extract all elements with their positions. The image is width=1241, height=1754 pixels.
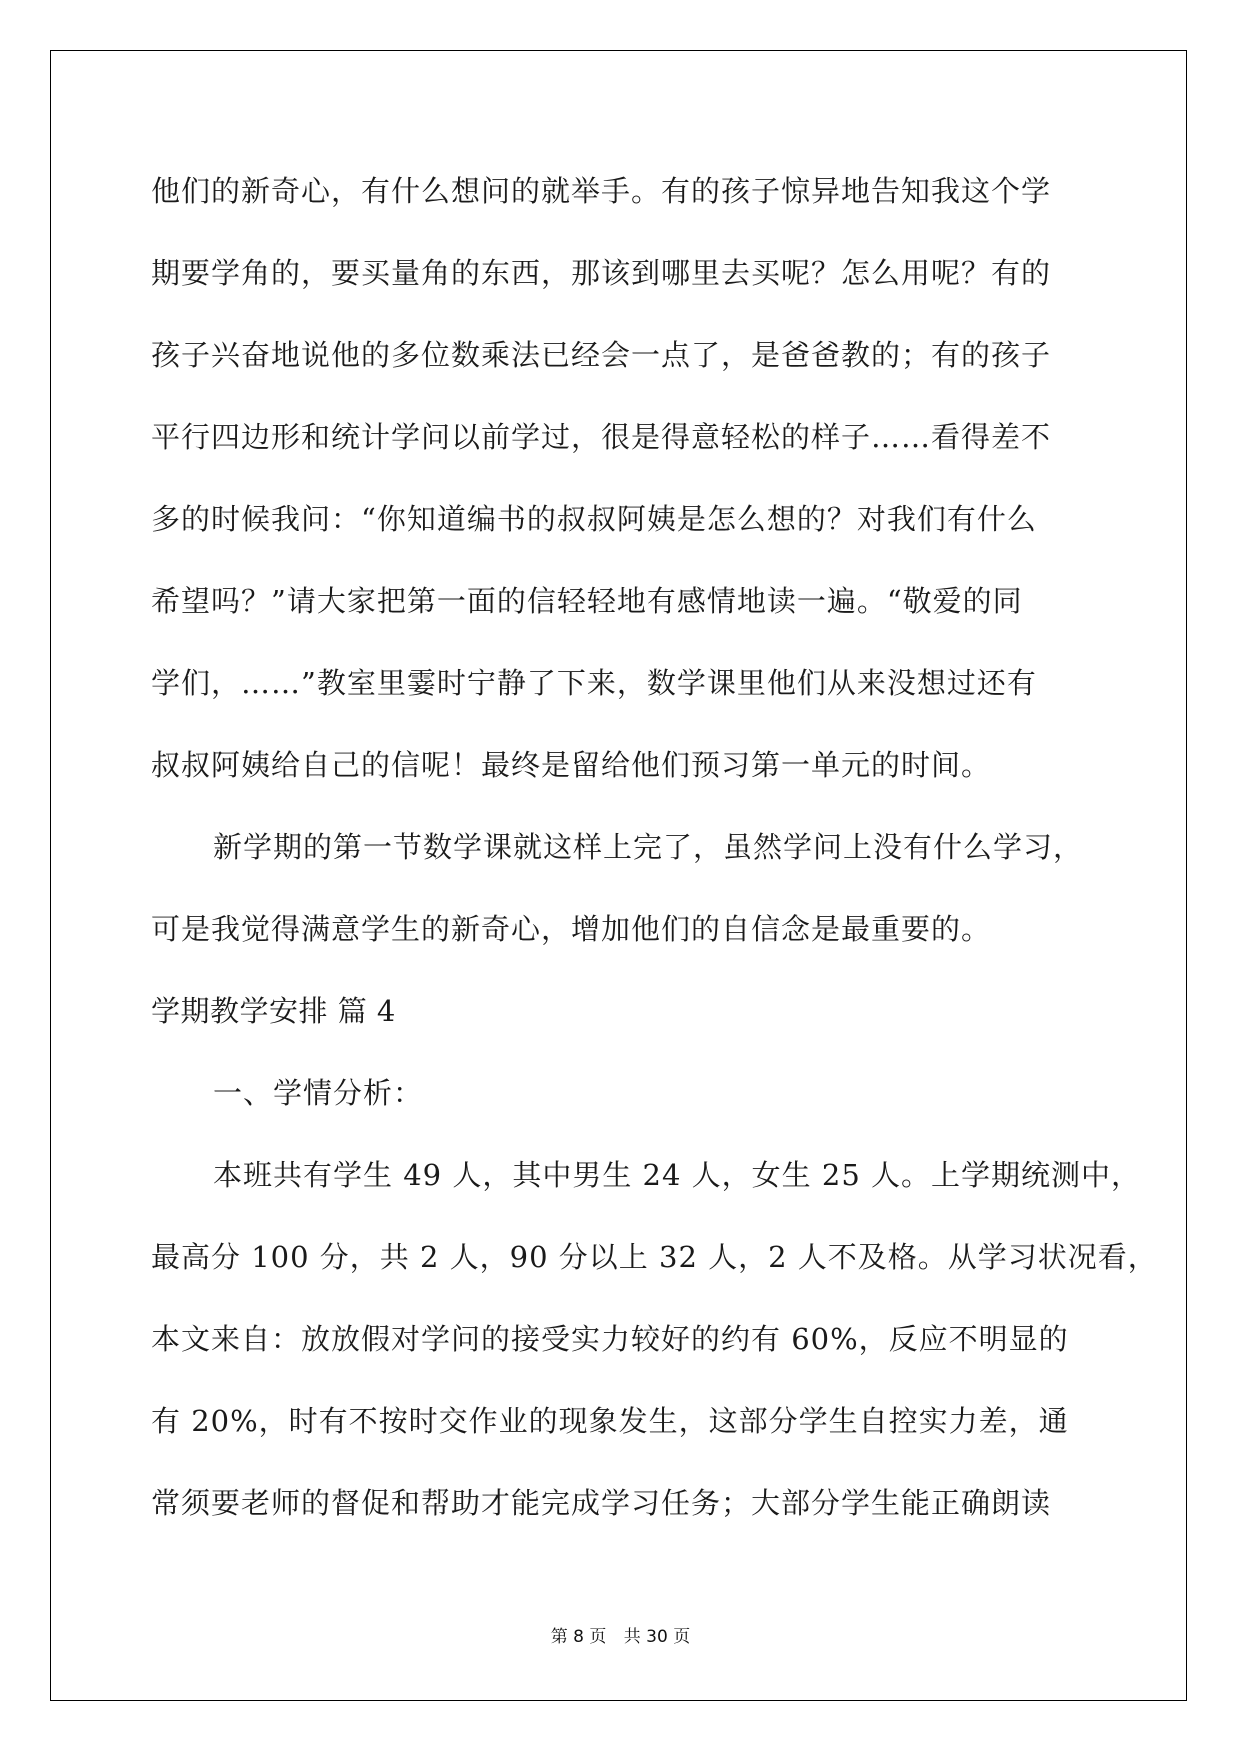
page-footer [0,1622,1241,1647]
document-body [151,150,1158,1544]
text-line: 新学期的第一节数学课就这样上完了，虽然学问上没有什么学习， [213,830,1084,864]
subsection-heading: 一、学情分析： [213,1076,424,1110]
text-line: 常须要老师的督促和帮助才能完成学习任务；大部分学生能正确朗读 [151,1486,1052,1520]
text-line: 希望吗？”请大家把第一面的信轻轻地有感情地读一遍。“敬爱的同 [151,584,1023,618]
text-line: 期要学角的，要买量角的东西，那该到哪里去买呢？怎么用呢？有的 [151,256,1052,290]
text-line: 学们，……”教室里霎时宁静了下来，数学课里他们从来没想过还有 [151,666,1037,700]
text-line: 本文来自：放放假对学问的接受实力较好的约有 60%，反应不明显的 [151,1322,1069,1356]
text-line: 可是我觉得满意学生的新奇心，增加他们的自信念是最重要的。 [151,912,992,946]
section-heading: 学期教学安排 篇 4 [151,994,396,1028]
text-line: 叔叔阿姨给自己的信呢！最终是留给他们预习第一单元的时间。 [151,748,992,782]
text-line: 本班共有学生 49 人，其中男生 24 人，女生 25 人。上学期统测中， [213,1158,1142,1192]
text-line: 有 20%，时有不按时交作业的现象发生，这部分学生自控实力差，通 [151,1404,1069,1438]
text-line: 孩子兴奋地说他的多位数乘法已经会一点了，是爸爸教的；有的孩子 [151,338,1052,372]
page-total: 共 30 页 [623,1627,691,1647]
text-line: 多的时候我问：“你知道编书的叔叔阿姨是怎么想的？对我们有什么 [151,502,1037,536]
page-number: 第 8 页 [550,1627,607,1647]
text-line: 最高分 100 分，共 2 人，90 分以上 32 人，2 人不及格。从学习状况看， [151,1240,1158,1274]
text-line: 平行四边形和统计学问以前学过，很是得意轻松的样子……看得差不 [151,420,1052,454]
text-line: 他们的新奇心，有什么想问的就举手。有的孩子惊异地告知我这个学 [151,174,1052,208]
